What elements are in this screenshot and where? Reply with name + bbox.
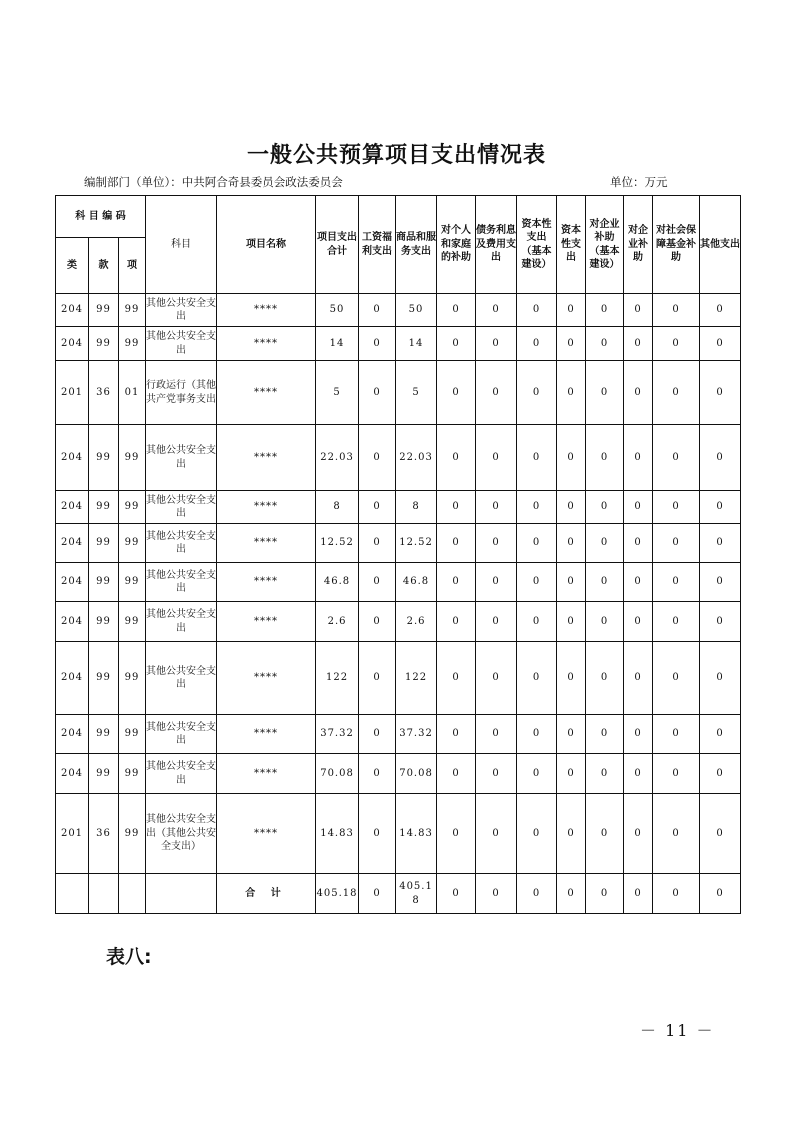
cell-value: 70.08	[316, 754, 359, 794]
cell-kemu: 其他公共安全支出	[146, 491, 217, 524]
cell-value: 0	[700, 294, 741, 327]
cell-value: 0	[476, 361, 517, 425]
cell-value: 0	[437, 563, 476, 602]
cell-value: 0	[653, 425, 700, 491]
cell-value: 0	[700, 425, 741, 491]
cell-value: 0	[476, 327, 517, 361]
cell-value: 0	[517, 754, 557, 794]
total-row	[56, 874, 741, 914]
table-row	[56, 563, 741, 602]
cell-value: 0	[476, 563, 517, 602]
cell-xiang: 99	[119, 715, 146, 754]
table-row	[56, 715, 741, 754]
cell-value: 0	[437, 715, 476, 754]
cell-lei: 204	[56, 491, 89, 524]
cell-kuan: 99	[89, 602, 119, 642]
cell-name: ****	[217, 294, 316, 327]
header-lei: 类	[56, 238, 89, 294]
cell-name: ****	[217, 524, 316, 563]
cell-kemu: 其他公共安全支出	[146, 425, 217, 491]
cell-value: 0	[624, 563, 653, 602]
cell-name: ****	[217, 563, 316, 602]
cell-value: 14	[316, 327, 359, 361]
cell-value: 8	[316, 491, 359, 524]
header-col-salary: 工资福利支出	[359, 196, 396, 294]
table-row	[56, 754, 741, 794]
section-label: 表八:	[106, 946, 152, 968]
table-row	[56, 602, 741, 642]
cell-value: 0	[359, 563, 396, 602]
total-value: 0	[359, 874, 396, 914]
cell-value: 0	[586, 327, 624, 361]
table-row	[56, 294, 741, 327]
cell-xiang: 99	[119, 642, 146, 715]
cell-value: 0	[557, 294, 586, 327]
cell-empty	[89, 874, 119, 914]
header-col-debt: 债务利息及费用支出	[476, 196, 517, 294]
cell-value: 0	[359, 794, 396, 874]
cell-value: 0	[653, 294, 700, 327]
cell-value: 70.08	[396, 754, 437, 794]
cell-value: 0	[517, 361, 557, 425]
cell-value: 50	[396, 294, 437, 327]
total-value: 0	[557, 874, 586, 914]
cell-value: 14	[396, 327, 437, 361]
cell-lei: 204	[56, 425, 89, 491]
cell-kuan: 36	[89, 794, 119, 874]
header-project-name: 项目名称	[217, 196, 316, 294]
header-code-group: 科 目 编 码	[56, 196, 146, 238]
cell-name: ****	[217, 425, 316, 491]
cell-value: 122	[316, 642, 359, 715]
cell-value: 0	[517, 491, 557, 524]
cell-kemu: 其他公共安全支出	[146, 563, 217, 602]
cell-value: 0	[624, 602, 653, 642]
total-value: 0	[476, 874, 517, 914]
cell-value: 0	[624, 794, 653, 874]
cell-name: ****	[217, 327, 316, 361]
cell-value: 0	[586, 361, 624, 425]
cell-value: 46.8	[316, 563, 359, 602]
cell-value: 0	[700, 361, 741, 425]
cell-value: 46.8	[396, 563, 437, 602]
cell-value: 0	[517, 602, 557, 642]
cell-value: 14.83	[396, 794, 437, 874]
cell-name: ****	[217, 794, 316, 874]
cell-value: 22.03	[396, 425, 437, 491]
cell-value: 8	[396, 491, 437, 524]
cell-kemu: 其他公共安全支出	[146, 294, 217, 327]
cell-value: 0	[700, 794, 741, 874]
cell-value: 0	[700, 602, 741, 642]
table-row	[56, 425, 741, 491]
cell-value: 0	[557, 794, 586, 874]
cell-value: 0	[476, 524, 517, 563]
cell-xiang: 99	[119, 794, 146, 874]
cell-value: 0	[557, 602, 586, 642]
cell-value: 0	[517, 715, 557, 754]
cell-value: 0	[517, 563, 557, 602]
header-col-capital: 资本性支出	[557, 196, 586, 294]
header-col-other: 其他支出	[700, 196, 741, 294]
cell-value: 0	[653, 327, 700, 361]
cell-value: 0	[624, 524, 653, 563]
cell-value: 0	[700, 754, 741, 794]
cell-value: 0	[557, 563, 586, 602]
cell-value: 0	[586, 425, 624, 491]
total-value: 0	[700, 874, 741, 914]
cell-kuan: 99	[89, 524, 119, 563]
cell-xiang: 99	[119, 602, 146, 642]
header-col-social-security: 对社会保障基金补助	[653, 196, 700, 294]
cell-value: 5	[316, 361, 359, 425]
total-value: 0	[517, 874, 557, 914]
header-kemu: 科目	[146, 196, 217, 294]
cell-kuan: 99	[89, 491, 119, 524]
cell-kuan: 99	[89, 425, 119, 491]
cell-xiang: 99	[119, 754, 146, 794]
cell-kuan: 99	[89, 754, 119, 794]
cell-value: 0	[586, 524, 624, 563]
cell-value: 0	[437, 794, 476, 874]
cell-name: ****	[217, 491, 316, 524]
table-row	[56, 327, 741, 361]
cell-value: 0	[624, 715, 653, 754]
cell-value: 0	[359, 524, 396, 563]
cell-value: 0	[624, 754, 653, 794]
cell-value: 0	[437, 524, 476, 563]
cell-value: 0	[359, 754, 396, 794]
cell-value: 0	[359, 491, 396, 524]
cell-empty	[119, 874, 146, 914]
cell-value: 12.52	[316, 524, 359, 563]
cell-value: 0	[653, 563, 700, 602]
cell-value: 22.03	[316, 425, 359, 491]
cell-value: 0	[653, 754, 700, 794]
cell-value: 0	[437, 425, 476, 491]
cell-value: 0	[359, 361, 396, 425]
cell-value: 0	[586, 754, 624, 794]
cell-kemu: 其他公共安全支出	[146, 524, 217, 563]
header-col-total: 项目支出合计	[316, 196, 359, 294]
cell-value: 5	[396, 361, 437, 425]
cell-value: 0	[700, 524, 741, 563]
cell-value: 0	[586, 602, 624, 642]
cell-name: ****	[217, 715, 316, 754]
cell-value: 0	[517, 642, 557, 715]
cell-lei: 204	[56, 294, 89, 327]
cell-xiang: 99	[119, 425, 146, 491]
cell-value: 0	[476, 491, 517, 524]
budget-table	[55, 195, 741, 914]
cell-name: ****	[217, 361, 316, 425]
cell-kemu: 其他公共安全支出	[146, 715, 217, 754]
cell-value: 0	[586, 294, 624, 327]
cell-value: 0	[517, 327, 557, 361]
table-row	[56, 361, 741, 425]
cell-value: 0	[700, 491, 741, 524]
cell-lei: 204	[56, 754, 89, 794]
cell-value: 0	[437, 361, 476, 425]
cell-value: 0	[557, 361, 586, 425]
cell-value: 0	[653, 794, 700, 874]
cell-value: 0	[557, 491, 586, 524]
cell-value: 0	[586, 563, 624, 602]
cell-kemu: 行政运行（其他共产党事务支出	[146, 361, 217, 425]
cell-value: 0	[476, 715, 517, 754]
cell-value: 0	[624, 491, 653, 524]
cell-kuan: 99	[89, 327, 119, 361]
cell-kemu: 其他公共安全支出	[146, 642, 217, 715]
header-col-capital-construction: 资本性支出（基本建设）	[517, 196, 557, 294]
total-value: 0	[624, 874, 653, 914]
table-row	[56, 524, 741, 563]
cell-value: 122	[396, 642, 437, 715]
cell-xiang: 99	[119, 327, 146, 361]
cell-empty	[146, 874, 217, 914]
cell-lei: 201	[56, 361, 89, 425]
cell-kuan: 99	[89, 294, 119, 327]
cell-value: 0	[476, 294, 517, 327]
total-value: 405.18	[396, 874, 437, 914]
total-value: 0	[437, 874, 476, 914]
cell-value: 0	[557, 754, 586, 794]
cell-value: 0	[557, 327, 586, 361]
cell-value: 0	[437, 327, 476, 361]
cell-value: 0	[653, 524, 700, 563]
department-label: 编制部门（单位）：中共阿合奇县委员会政法委员会	[84, 175, 343, 189]
cell-value: 0	[653, 361, 700, 425]
total-value: 0	[653, 874, 700, 914]
table-row	[56, 491, 741, 524]
header-col-enterprise-construction: 对企业补助（基本建设）	[586, 196, 624, 294]
total-value: 405.18	[316, 874, 359, 914]
cell-name: ****	[217, 642, 316, 715]
cell-xiang: 99	[119, 491, 146, 524]
cell-kuan: 99	[89, 563, 119, 602]
cell-value: 0	[476, 642, 517, 715]
cell-value: 0	[437, 754, 476, 794]
cell-value: 0	[359, 642, 396, 715]
cell-value: 0	[476, 425, 517, 491]
cell-value: 50	[316, 294, 359, 327]
cell-value: 0	[624, 294, 653, 327]
cell-value: 0	[586, 642, 624, 715]
cell-value: 0	[359, 294, 396, 327]
cell-value: 0	[653, 715, 700, 754]
header-kuan: 款	[89, 238, 119, 294]
cell-name: ****	[217, 602, 316, 642]
cell-value: 0	[700, 563, 741, 602]
cell-value: 0	[653, 642, 700, 715]
cell-lei: 204	[56, 563, 89, 602]
cell-value: 37.32	[396, 715, 437, 754]
cell-lei: 204	[56, 715, 89, 754]
cell-kuan: 36	[89, 361, 119, 425]
page-number: － 11 －	[640, 1021, 715, 1040]
cell-value: 0	[653, 491, 700, 524]
cell-value: 0	[557, 642, 586, 715]
cell-xiang: 01	[119, 361, 146, 425]
cell-value: 0	[517, 794, 557, 874]
cell-value: 2.6	[316, 602, 359, 642]
cell-value: 2.6	[396, 602, 437, 642]
header-col-goods: 商品和服务支出	[396, 196, 437, 294]
cell-value: 0	[476, 754, 517, 794]
page-title: 一般公共预算项目支出情况表	[246, 143, 546, 168]
cell-value: 0	[557, 524, 586, 563]
total-value: 0	[586, 874, 624, 914]
cell-value: 0	[517, 425, 557, 491]
cell-value: 0	[557, 425, 586, 491]
cell-value: 0	[586, 491, 624, 524]
table-row	[56, 794, 741, 874]
cell-name: ****	[217, 754, 316, 794]
cell-lei: 201	[56, 794, 89, 874]
cell-value: 0	[359, 715, 396, 754]
table-row	[56, 642, 741, 715]
cell-lei: 204	[56, 602, 89, 642]
cell-value: 0	[517, 294, 557, 327]
total-label: 合 计	[217, 874, 316, 914]
cell-kemu: 其他公共安全支出	[146, 602, 217, 642]
cell-value: 0	[586, 715, 624, 754]
cell-kemu: 其他公共安全支出（其他公共安全支出）	[146, 794, 217, 874]
cell-kuan: 99	[89, 715, 119, 754]
cell-value: 0	[586, 794, 624, 874]
header-col-enterprise: 对企业补助	[624, 196, 653, 294]
cell-value: 0	[624, 361, 653, 425]
cell-value: 0	[476, 602, 517, 642]
cell-value: 0	[653, 602, 700, 642]
cell-xiang: 99	[119, 294, 146, 327]
cell-value: 0	[359, 425, 396, 491]
cell-value: 12.52	[396, 524, 437, 563]
cell-value: 0	[359, 602, 396, 642]
cell-empty	[56, 874, 89, 914]
unit-label: 单位：万元	[610, 175, 668, 189]
cell-lei: 204	[56, 524, 89, 563]
cell-value: 0	[437, 491, 476, 524]
cell-value: 0	[437, 602, 476, 642]
cell-value: 0	[624, 327, 653, 361]
cell-kuan: 99	[89, 642, 119, 715]
cell-lei: 204	[56, 327, 89, 361]
cell-value: 0	[700, 715, 741, 754]
table-body	[56, 294, 741, 914]
cell-value: 0	[557, 715, 586, 754]
cell-value: 0	[624, 642, 653, 715]
cell-value: 0	[517, 524, 557, 563]
cell-value: 0	[700, 642, 741, 715]
cell-kemu: 其他公共安全支出	[146, 327, 217, 361]
cell-lei: 204	[56, 642, 89, 715]
cell-value: 0	[624, 425, 653, 491]
cell-value: 0	[437, 294, 476, 327]
cell-value: 37.32	[316, 715, 359, 754]
header-xiang: 项	[119, 238, 146, 294]
cell-kemu: 其他公共安全支出	[146, 754, 217, 794]
cell-value: 0	[437, 642, 476, 715]
cell-value: 0	[700, 327, 741, 361]
header-col-personal: 对个人和家庭的补助	[437, 196, 476, 294]
cell-xiang: 99	[119, 524, 146, 563]
cell-value: 14.83	[316, 794, 359, 874]
cell-value: 0	[476, 794, 517, 874]
cell-xiang: 99	[119, 563, 146, 602]
cell-value: 0	[359, 327, 396, 361]
